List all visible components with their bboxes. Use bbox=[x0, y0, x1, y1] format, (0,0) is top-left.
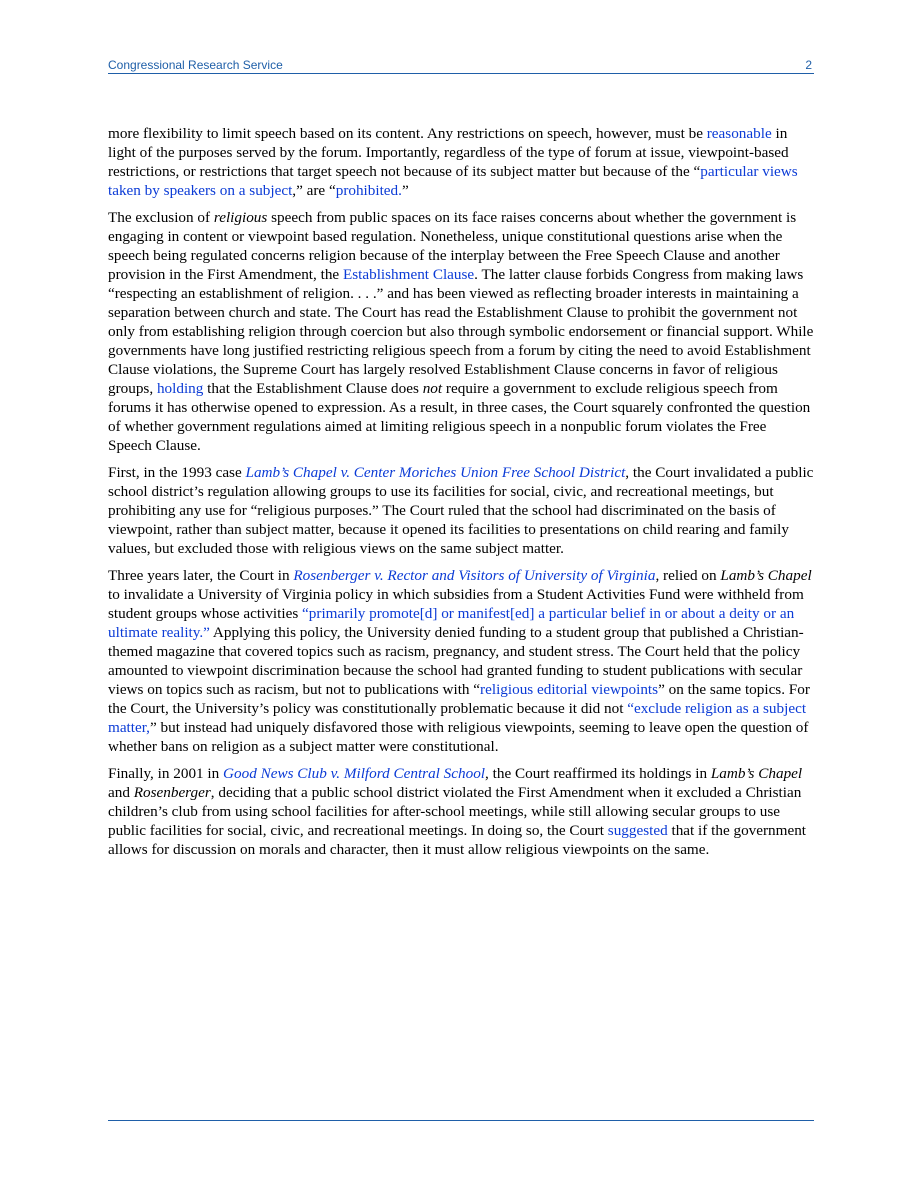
case-name: Good News Club v. Milford Central School bbox=[223, 765, 486, 782]
text-run: Applying this policy, the University denied funding to a student group that published a Christian-themed magazine that covered topics such as racism, pregnancy, and student stress. The Court held that the policy amounted to viewpoint discrimination because the school had granted funding to student publications with secular views on topics such as racism, but not to publications with “ bbox=[108, 624, 804, 698]
text-run: ” bbox=[401, 182, 409, 199]
paragraph-3 bbox=[108, 463, 814, 558]
link-prohibited[interactable]: prohibited. bbox=[335, 182, 402, 199]
text-run: speech from public spaces on its face raises concerns about whether the government is engaging in content or viewpoint based regulation. Nonetheless, unique constitutional questions arise when the speech being regulated concerns religion because of the interplay between the Free Speech Clause and another provision in the First Amendment, the bbox=[108, 209, 797, 283]
paragraph-1 bbox=[108, 124, 814, 200]
text-run: . The latter clause forbids Congress from making laws “respecting an establishment of religion. . . .” and has been viewed as reflecting broader interests in maintaining a separation between church and state. The Court has read the Establishment Clause to prohibit the government not only from establishing religion through coercion but also through symbolic endorsement or financial support. While governments have long justified restricting religious speech from a forum by citing the need to avoid Establishment Clause violations, the Supreme Court has largely resolved Establishment Clause concerns in favor of religious groups, bbox=[108, 266, 814, 397]
link-holding[interactable]: holding bbox=[156, 380, 204, 397]
emphasis: Lamb’s Chapel bbox=[720, 567, 812, 584]
case-name: Lamb’s Chapel v. Center Moriches Union Free School District bbox=[245, 464, 626, 481]
link-primarily-promote[interactable]: “primarily promote[d] or manifest[ed] a particular belief in or about a deity or an ultimate reality.” bbox=[108, 605, 795, 641]
emphasis: religious bbox=[213, 209, 268, 226]
document-body bbox=[108, 124, 814, 867]
link-particular-views[interactable]: particular views taken by speakers on a subject bbox=[108, 163, 798, 199]
link-suggested[interactable]: suggested bbox=[607, 822, 668, 839]
text-run: require a government to exclude religious speech from forums it has otherwise opened to expression. As a result, in three cases, the Court squarely confronted the question of whether government regulations aimed at limiting religious speech in a nonpublic forum violates the Free Speech Clause. bbox=[108, 380, 811, 454]
paragraph-2 bbox=[108, 208, 814, 455]
link-rosenberger-case[interactable] bbox=[293, 567, 655, 584]
paragraph-5 bbox=[108, 764, 814, 859]
text-run: , deciding that a public school district violated the First Amendment when it excluded a Christian children’s club from using school facilities for after-school meetings, while still allowing secular groups to use public facilities for social, civic, and recreational meetings. In doing so, the Court bbox=[108, 784, 802, 839]
text-run: in light of the purposes served by the forum. Importantly, regardless of the type of forum at issue, viewpoint-based restrictions, or restrictions that target speech not because of its subject matter but because of the “ bbox=[108, 125, 789, 180]
text-run: more flexibility to limit speech based on its content. Any restrictions on speech, however, must be bbox=[108, 125, 707, 142]
page-number: 2 bbox=[805, 58, 812, 72]
text-run: ” on the same topics. For the Court, the University’s policy was constitutionally problematic because it did not bbox=[108, 681, 810, 717]
text-run: that if the government allows for discussion on morals and character, then it must allow religious viewpoints on the same. bbox=[108, 822, 807, 858]
text-run: , the Court invalidated a public school district’s regulation allowing groups to use its facilities for social, civic, and recreational meetings, but prohibiting any use for “religious purposes.” The Court ruled that the school had discriminated on the basis of viewpoint, rather than subject matter, because it opened its facilities to presentations on child rearing and family values, but excluded those with religious views on the same subject matter. bbox=[108, 464, 814, 557]
text-run: ,” are “ bbox=[292, 182, 336, 199]
text-run: ” but instead had uniquely disfavored those with religious viewpoints, seeming to leave open the question of whether bans on religion as a subject matter were constitutional. bbox=[108, 719, 809, 755]
text-run: that the Establishment Clause does bbox=[203, 380, 423, 397]
text-run: , relied on bbox=[655, 567, 721, 584]
text-run: Finally, in 2001 in bbox=[108, 765, 224, 782]
footer-rule bbox=[108, 1120, 814, 1121]
text-run: The exclusion of bbox=[108, 209, 214, 226]
header-title: Congressional Research Service bbox=[108, 58, 283, 72]
link-lambs-chapel-case[interactable] bbox=[246, 464, 626, 481]
link-religious-editorial-viewpoints[interactable]: religious editorial viewpoints bbox=[480, 681, 659, 698]
text-run: First, in the 1993 case bbox=[108, 464, 246, 481]
link-reasonable[interactable]: reasonable bbox=[706, 125, 772, 142]
case-name: Rosenberger v. Rector and Visitors of University of Virginia bbox=[293, 567, 656, 584]
link-good-news-club-case[interactable] bbox=[223, 765, 485, 782]
text-run: to invalidate a University of Virginia policy in which subsidies from a Student Activities Fund were withheld from student groups whose activities bbox=[108, 586, 804, 622]
emphasis: not bbox=[422, 380, 443, 397]
link-establishment-clause[interactable]: Establishment Clause bbox=[342, 266, 475, 283]
link-exclude-religion[interactable]: “exclude religion as a subject matter, bbox=[108, 700, 807, 736]
page-header bbox=[108, 58, 814, 74]
emphasis: Rosenberger bbox=[133, 784, 211, 801]
text-run: Three years later, the Court in bbox=[108, 567, 294, 584]
text-run: , the Court reaffirmed its holdings in bbox=[485, 765, 711, 782]
text-run: and bbox=[108, 784, 134, 801]
emphasis: Lamb’s Chapel bbox=[710, 765, 803, 782]
paragraph-4 bbox=[108, 566, 814, 756]
